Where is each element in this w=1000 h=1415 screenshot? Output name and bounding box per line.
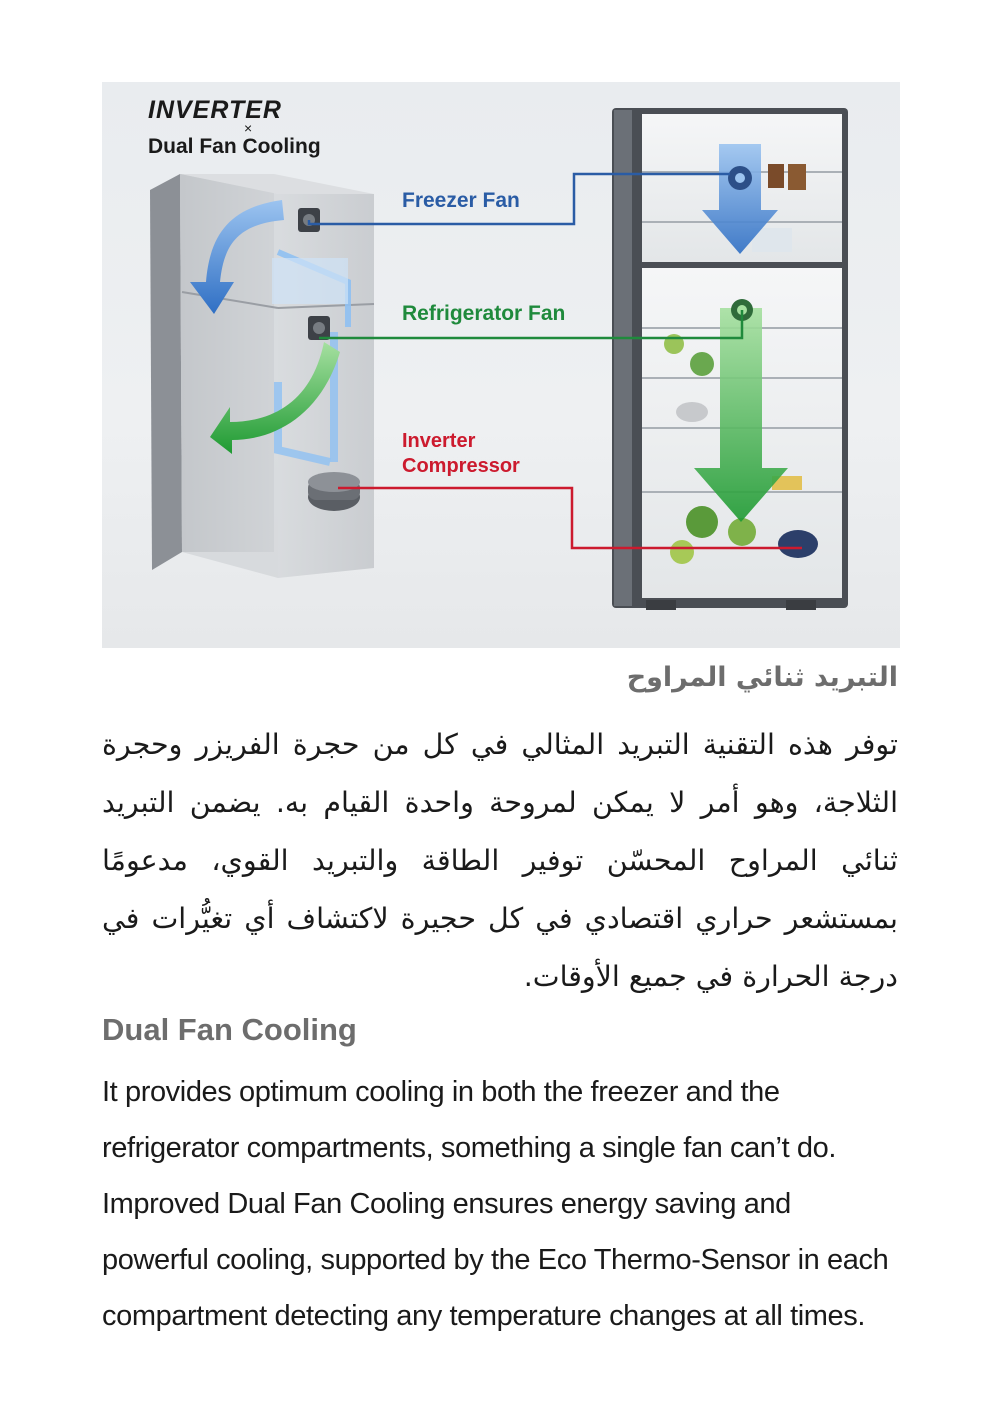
inverter-compressor-label-line1: Inverter bbox=[402, 430, 476, 452]
freezer-fan-label: Freezer Fan bbox=[402, 189, 520, 212]
dual-fan-cooling-diagram bbox=[102, 82, 900, 648]
english-heading: Dual Fan Cooling bbox=[102, 1012, 357, 1047]
brand-times-sign: × bbox=[244, 120, 253, 136]
diagram-graphics bbox=[102, 82, 900, 648]
fridge-photo bbox=[612, 108, 848, 610]
english-paragraph: It provides optimum cooling in both the freezer and the refrigerator compartments, something a single fan can’t do. Improved Dual Fan Cooling ensures energy saving and powerful cooling, supported by the Eco Thermo-Sensor in each compartment detecting any temperature changes at all times. bbox=[102, 1076, 889, 1332]
inverter-logo: INVERTER bbox=[148, 96, 282, 124]
inverter-compressor-label bbox=[402, 429, 520, 479]
refrigerator-fan-label: Refrigerator Fan bbox=[402, 302, 566, 325]
dual-fan-cooling-logo-text: Dual Fan Cooling bbox=[148, 135, 321, 158]
cutaway-fridge bbox=[150, 174, 374, 578]
arabic-heading: التبريد ثنائي المراوح bbox=[626, 662, 898, 693]
arabic-paragraph: توفر هذه التقنية التبريد المثالي في كل من حجرة الفريزر وحجرة الثلاجة، وهو أمر لا يمكن لمروحة واحدة القيام به. يضمن التبريد ثنائي المراوح المحسّن توفير الطاقة والتبريد القوي، مدعومًا بمستشعر حراري اقتصادي في كل حجيرة لاكتشاف أي تغيُّرات في درجة الحرارة في جميع الأوقات. bbox=[102, 728, 898, 993]
inverter-compressor-label-line2: Compressor bbox=[402, 455, 520, 477]
